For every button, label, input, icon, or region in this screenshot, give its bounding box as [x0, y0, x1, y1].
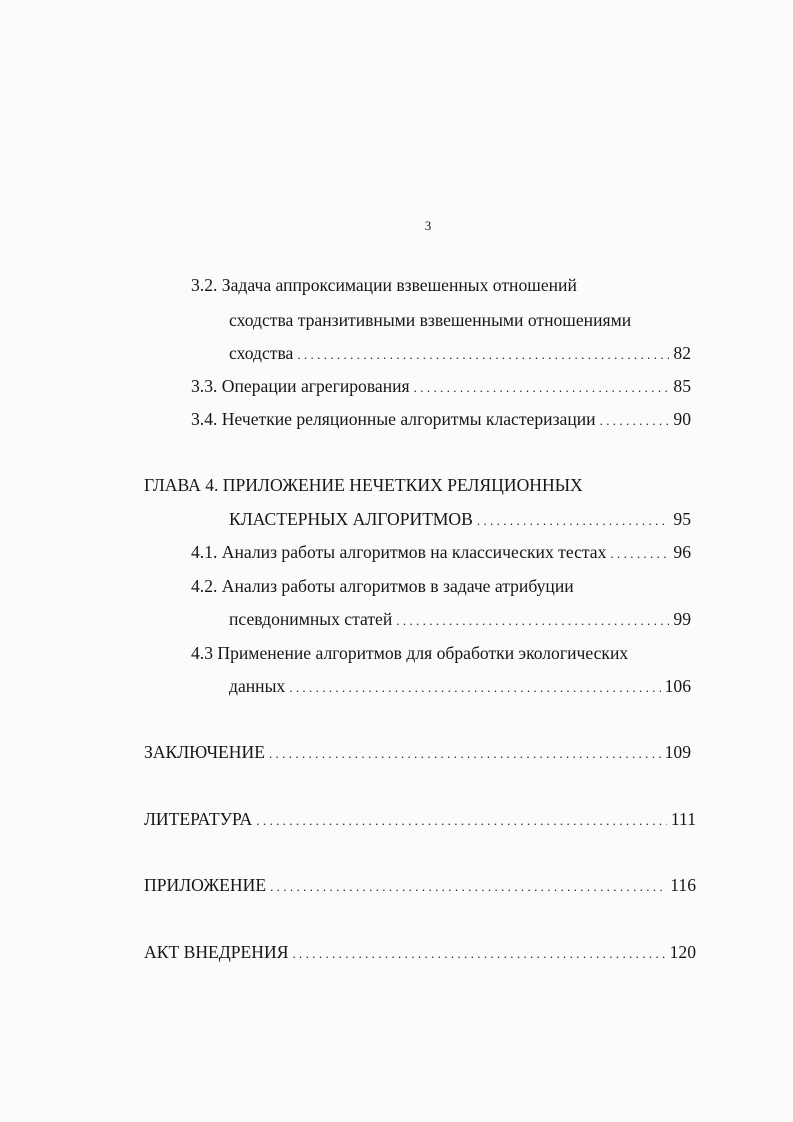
toc-entry-4-2-line1: [191, 575, 574, 597]
toc-entry-literature: [144, 808, 696, 830]
dot-leader: [396, 610, 669, 632]
dot-leader: [477, 510, 670, 532]
toc-page-number: 95: [673, 509, 691, 529]
toc-label: 3.4. Нечеткие реляционные алгоритмы кластеризации: [191, 409, 596, 429]
toc-label: 4.2. Анализ работы алгоритмов в задаче атрибуции: [191, 576, 574, 596]
dot-leader: [600, 410, 670, 432]
toc-entry-act: [144, 941, 696, 963]
toc-entry-3-2-line2: [229, 309, 631, 331]
page-number: 3: [424, 218, 432, 233]
toc-label: ЛИТЕРАТУРА: [144, 809, 253, 829]
toc-entry-4-3: [229, 675, 691, 697]
dot-leader: [414, 377, 670, 399]
toc-entry-3-4: [191, 408, 691, 430]
toc-entry-4-3-line1: [191, 642, 628, 664]
toc-entry-appendix: [144, 874, 696, 896]
toc-label: ЗАКЛЮЧЕНИЕ: [144, 742, 265, 762]
dot-leader: [610, 543, 669, 565]
toc-label: АКТ ВНЕДРЕНИЯ: [144, 942, 289, 962]
dot-leader: [289, 677, 660, 699]
toc-page-number: 120: [669, 942, 696, 962]
toc-entry-3-3: [191, 375, 691, 397]
toc-page-number: 106: [664, 676, 691, 696]
toc-entry-4-1: [191, 541, 691, 563]
toc-label: КЛАСТЕРНЫХ АЛГОРИТМОВ: [229, 509, 473, 529]
toc-label: сходства: [229, 343, 294, 363]
toc-label: сходства транзитивными взвешенными отношениями: [229, 310, 632, 330]
toc-entry-3-2: [229, 342, 691, 364]
toc-chapter-4: [229, 508, 691, 530]
toc-chapter-4-line1: [144, 474, 583, 496]
dot-leader: [297, 344, 669, 366]
dot-leader: [270, 876, 666, 898]
toc-entry-3-2-line1: [191, 274, 577, 296]
toc-label: 4.3 Применение алгоритмов для обработки экологических: [191, 643, 629, 663]
toc-label: 3.2. Задача аппроксимации взвешенных отношений: [191, 275, 577, 295]
toc-page-number: 99: [673, 609, 691, 629]
toc-label: ГЛАВА 4. ПРИЛОЖЕНИЕ НЕЧЕТКИХ РЕЛЯЦИОННЫХ: [144, 475, 583, 495]
toc-page-number: 85: [673, 376, 691, 396]
dot-leader: [256, 810, 667, 832]
dot-leader: [269, 743, 661, 765]
toc-label: псевдонимных статей: [229, 609, 393, 629]
toc-page-number: 111: [670, 809, 696, 829]
toc-entry-conclusion: [144, 741, 691, 763]
toc-label: данных: [229, 676, 286, 696]
toc-page-number: 109: [664, 742, 691, 762]
toc-page-number: 82: [673, 343, 691, 363]
dot-leader: [292, 943, 665, 965]
toc-page-number: 116: [670, 875, 696, 895]
toc-page-number: 96: [673, 542, 691, 562]
toc-label: 3.3. Операции агрегирования: [191, 376, 410, 396]
toc-page-number: 90: [673, 409, 691, 429]
toc-label: 4.1. Анализ работы алгоритмов на классических тестах: [191, 542, 607, 562]
toc-label: ПРИЛОЖЕНИЕ: [144, 875, 267, 895]
toc-entry-4-2: [229, 608, 691, 630]
